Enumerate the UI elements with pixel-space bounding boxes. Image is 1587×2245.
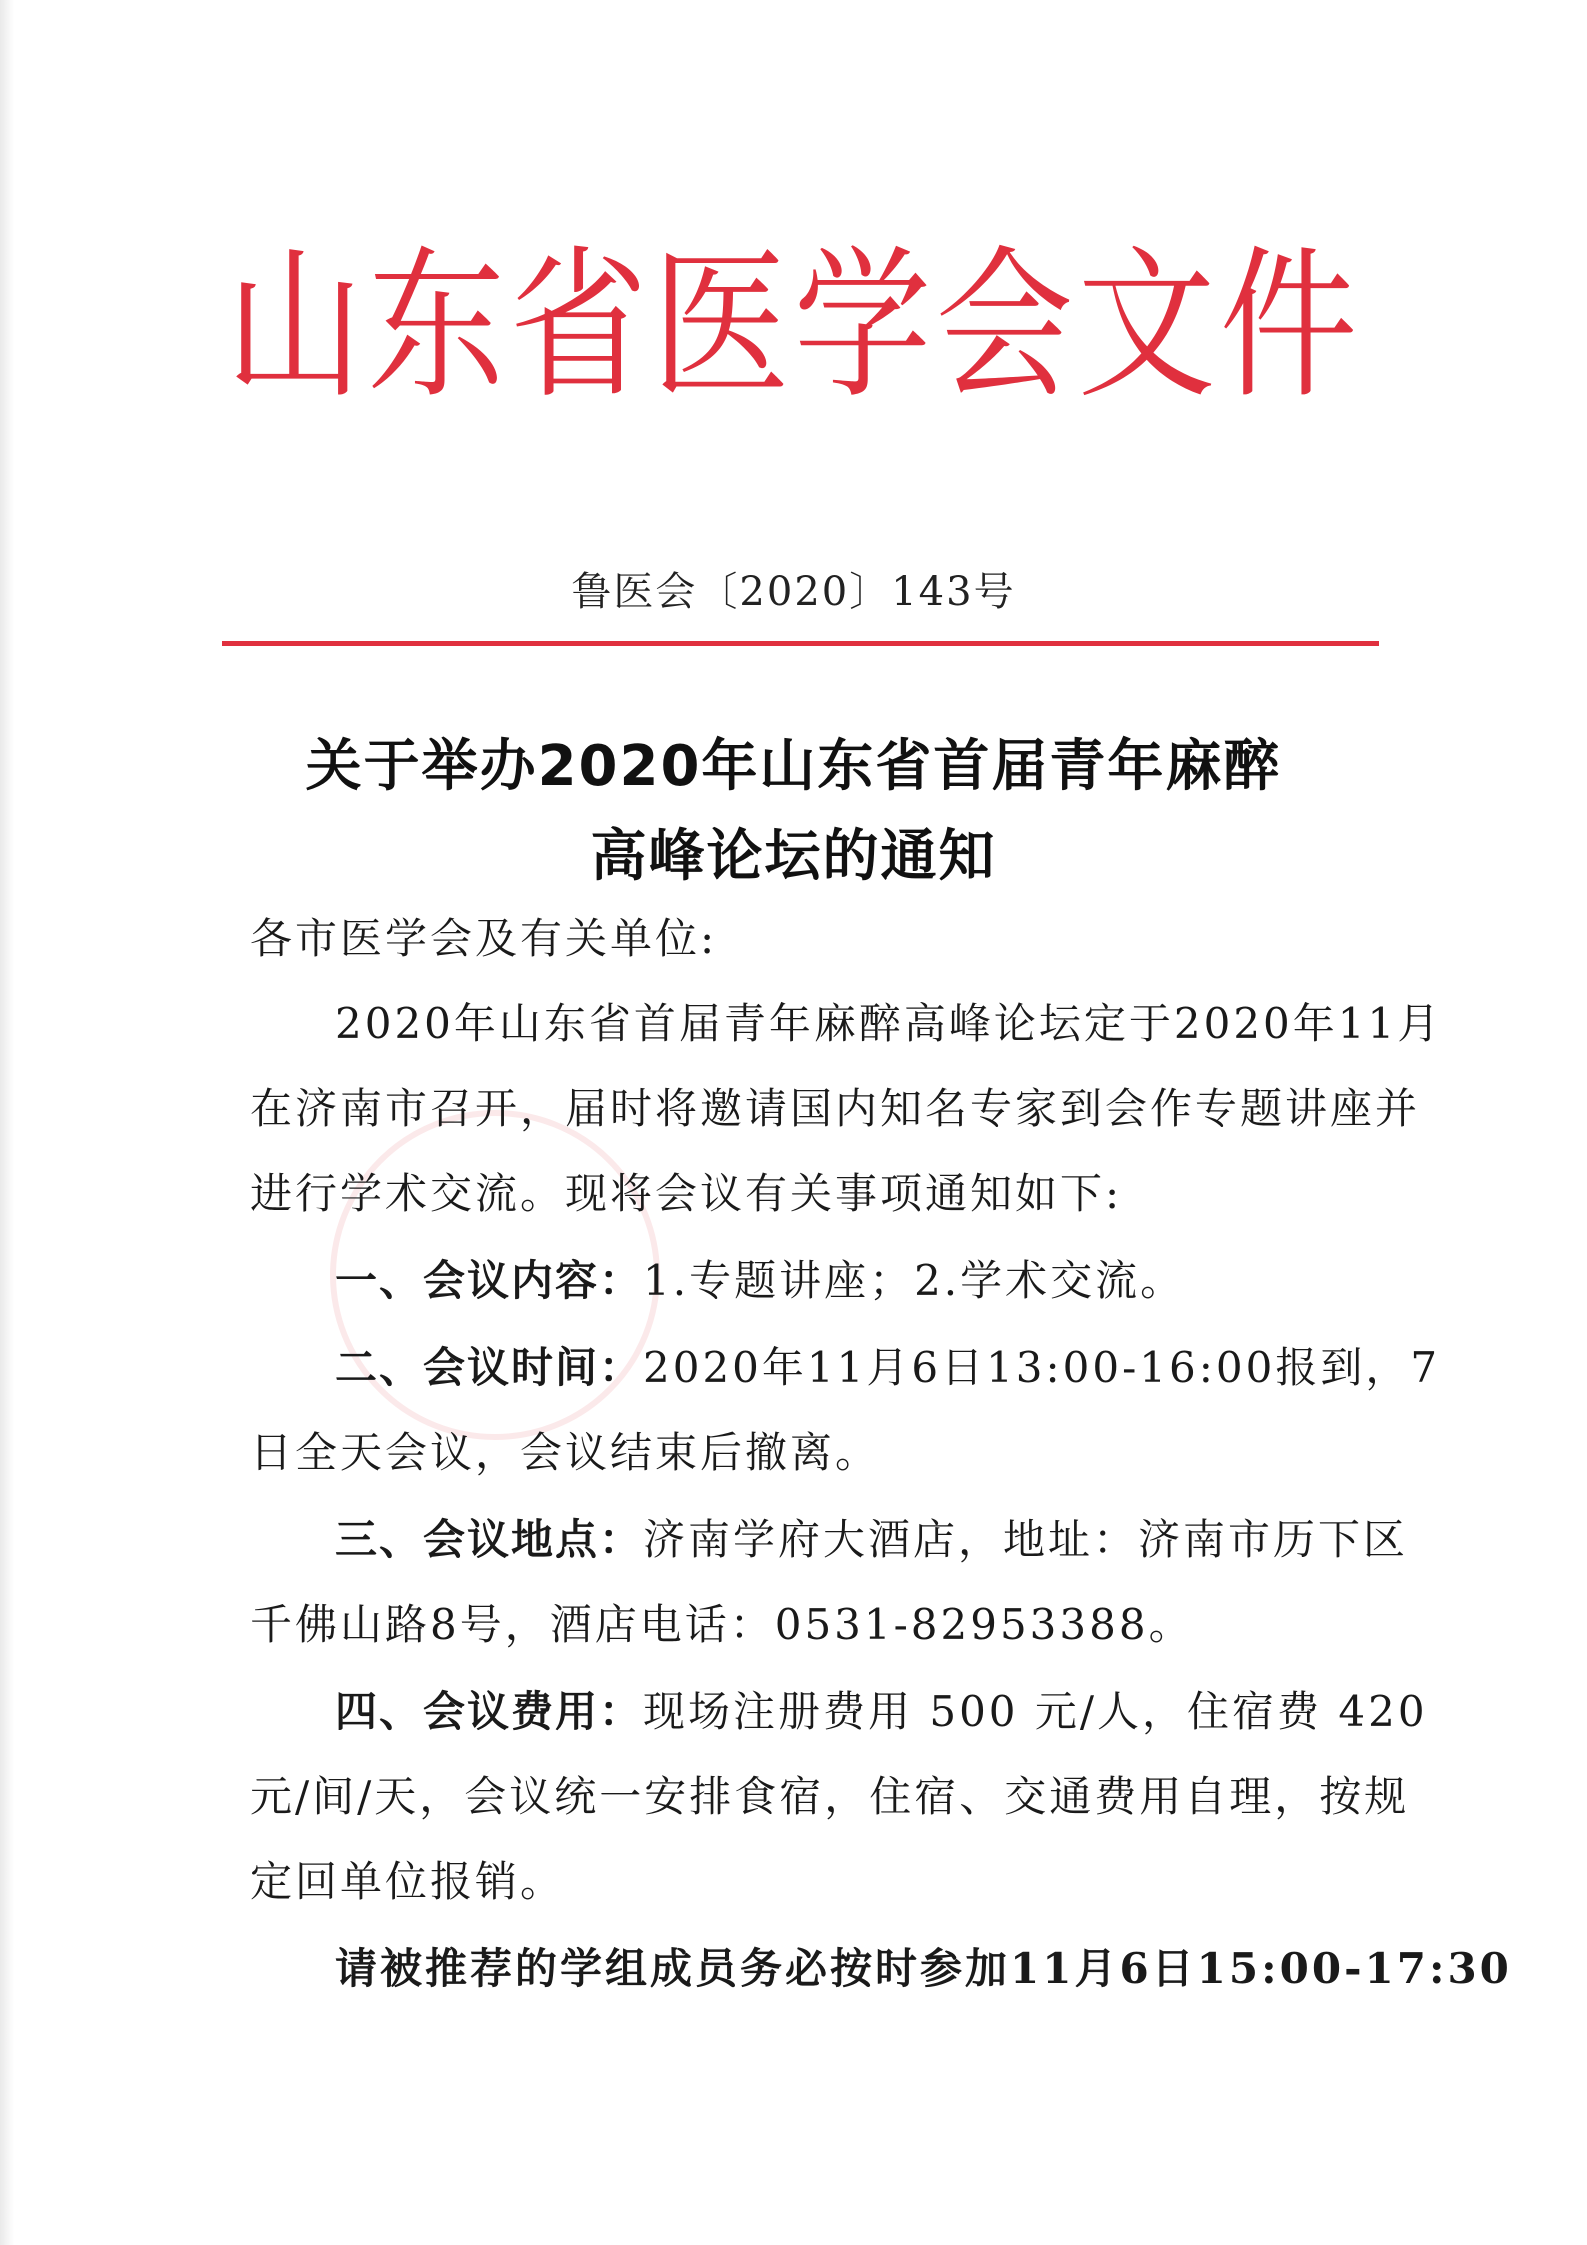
intro-line-3: 进行学术交流。现将会议有关事项通知如下: bbox=[250, 1169, 1123, 1218]
section-fees-line-3: 定回单位报销。 bbox=[250, 1857, 566, 1906]
section-fees-line-2: 元/间/天，会议统一安排食宿，住宿、交通费用自理，按规 bbox=[250, 1772, 1410, 1821]
section-text: 1.专题讲座；2.学术交流。 bbox=[643, 1256, 1186, 1305]
section-heading-fees: 四、会议费用： bbox=[335, 1687, 644, 1736]
letterhead-title: 山东省医学会文件 bbox=[225, 230, 1362, 421]
closing-instruction: 请被推荐的学组成员务必按时参加11月6日15:00-17:30 bbox=[335, 1944, 1512, 1993]
section-content bbox=[335, 1256, 1360, 1305]
section-time bbox=[335, 1343, 1441, 1392]
intro-line-1: 2020年山东省首届青年麻醉高峰论坛定于2020年11月 bbox=[335, 999, 1443, 1048]
section-heading-time: 二、会议时间： bbox=[335, 1343, 644, 1392]
salutation: 各市医学会及有关单位: bbox=[250, 914, 718, 963]
notice-title-line-2: 高峰论坛的通知 bbox=[590, 824, 997, 889]
document-number: 鲁医会〔2020〕143号 bbox=[571, 569, 1016, 615]
section-time-line-2: 日全天会议，会议结束后撤离。 bbox=[250, 1428, 881, 1477]
section-heading-content: 一、会议内容： bbox=[335, 1256, 644, 1305]
section-location-line-2: 千佛山路8号，酒店电话：0531-82953388。 bbox=[250, 1600, 1194, 1649]
section-heading-location: 三、会议地点： bbox=[335, 1515, 644, 1564]
section-text: 济南学府大酒店，地址：济南市历下区 bbox=[643, 1515, 1409, 1564]
section-text: 2020年11月6日13:00-16:00报到，7 bbox=[643, 1343, 1441, 1392]
notice-title-line-1: 关于举办2020年山东省首届青年麻醉 bbox=[305, 734, 1282, 799]
intro-line-2: 在济南市召开，届时将邀请国内知名专家到会作专题讲座并 bbox=[250, 1084, 1421, 1133]
section-fees bbox=[335, 1687, 1428, 1736]
section-text: 现场注册费用 500 元/人，住宿费 420 bbox=[643, 1687, 1428, 1736]
section-location bbox=[335, 1515, 1409, 1564]
red-divider-line bbox=[222, 641, 1379, 646]
